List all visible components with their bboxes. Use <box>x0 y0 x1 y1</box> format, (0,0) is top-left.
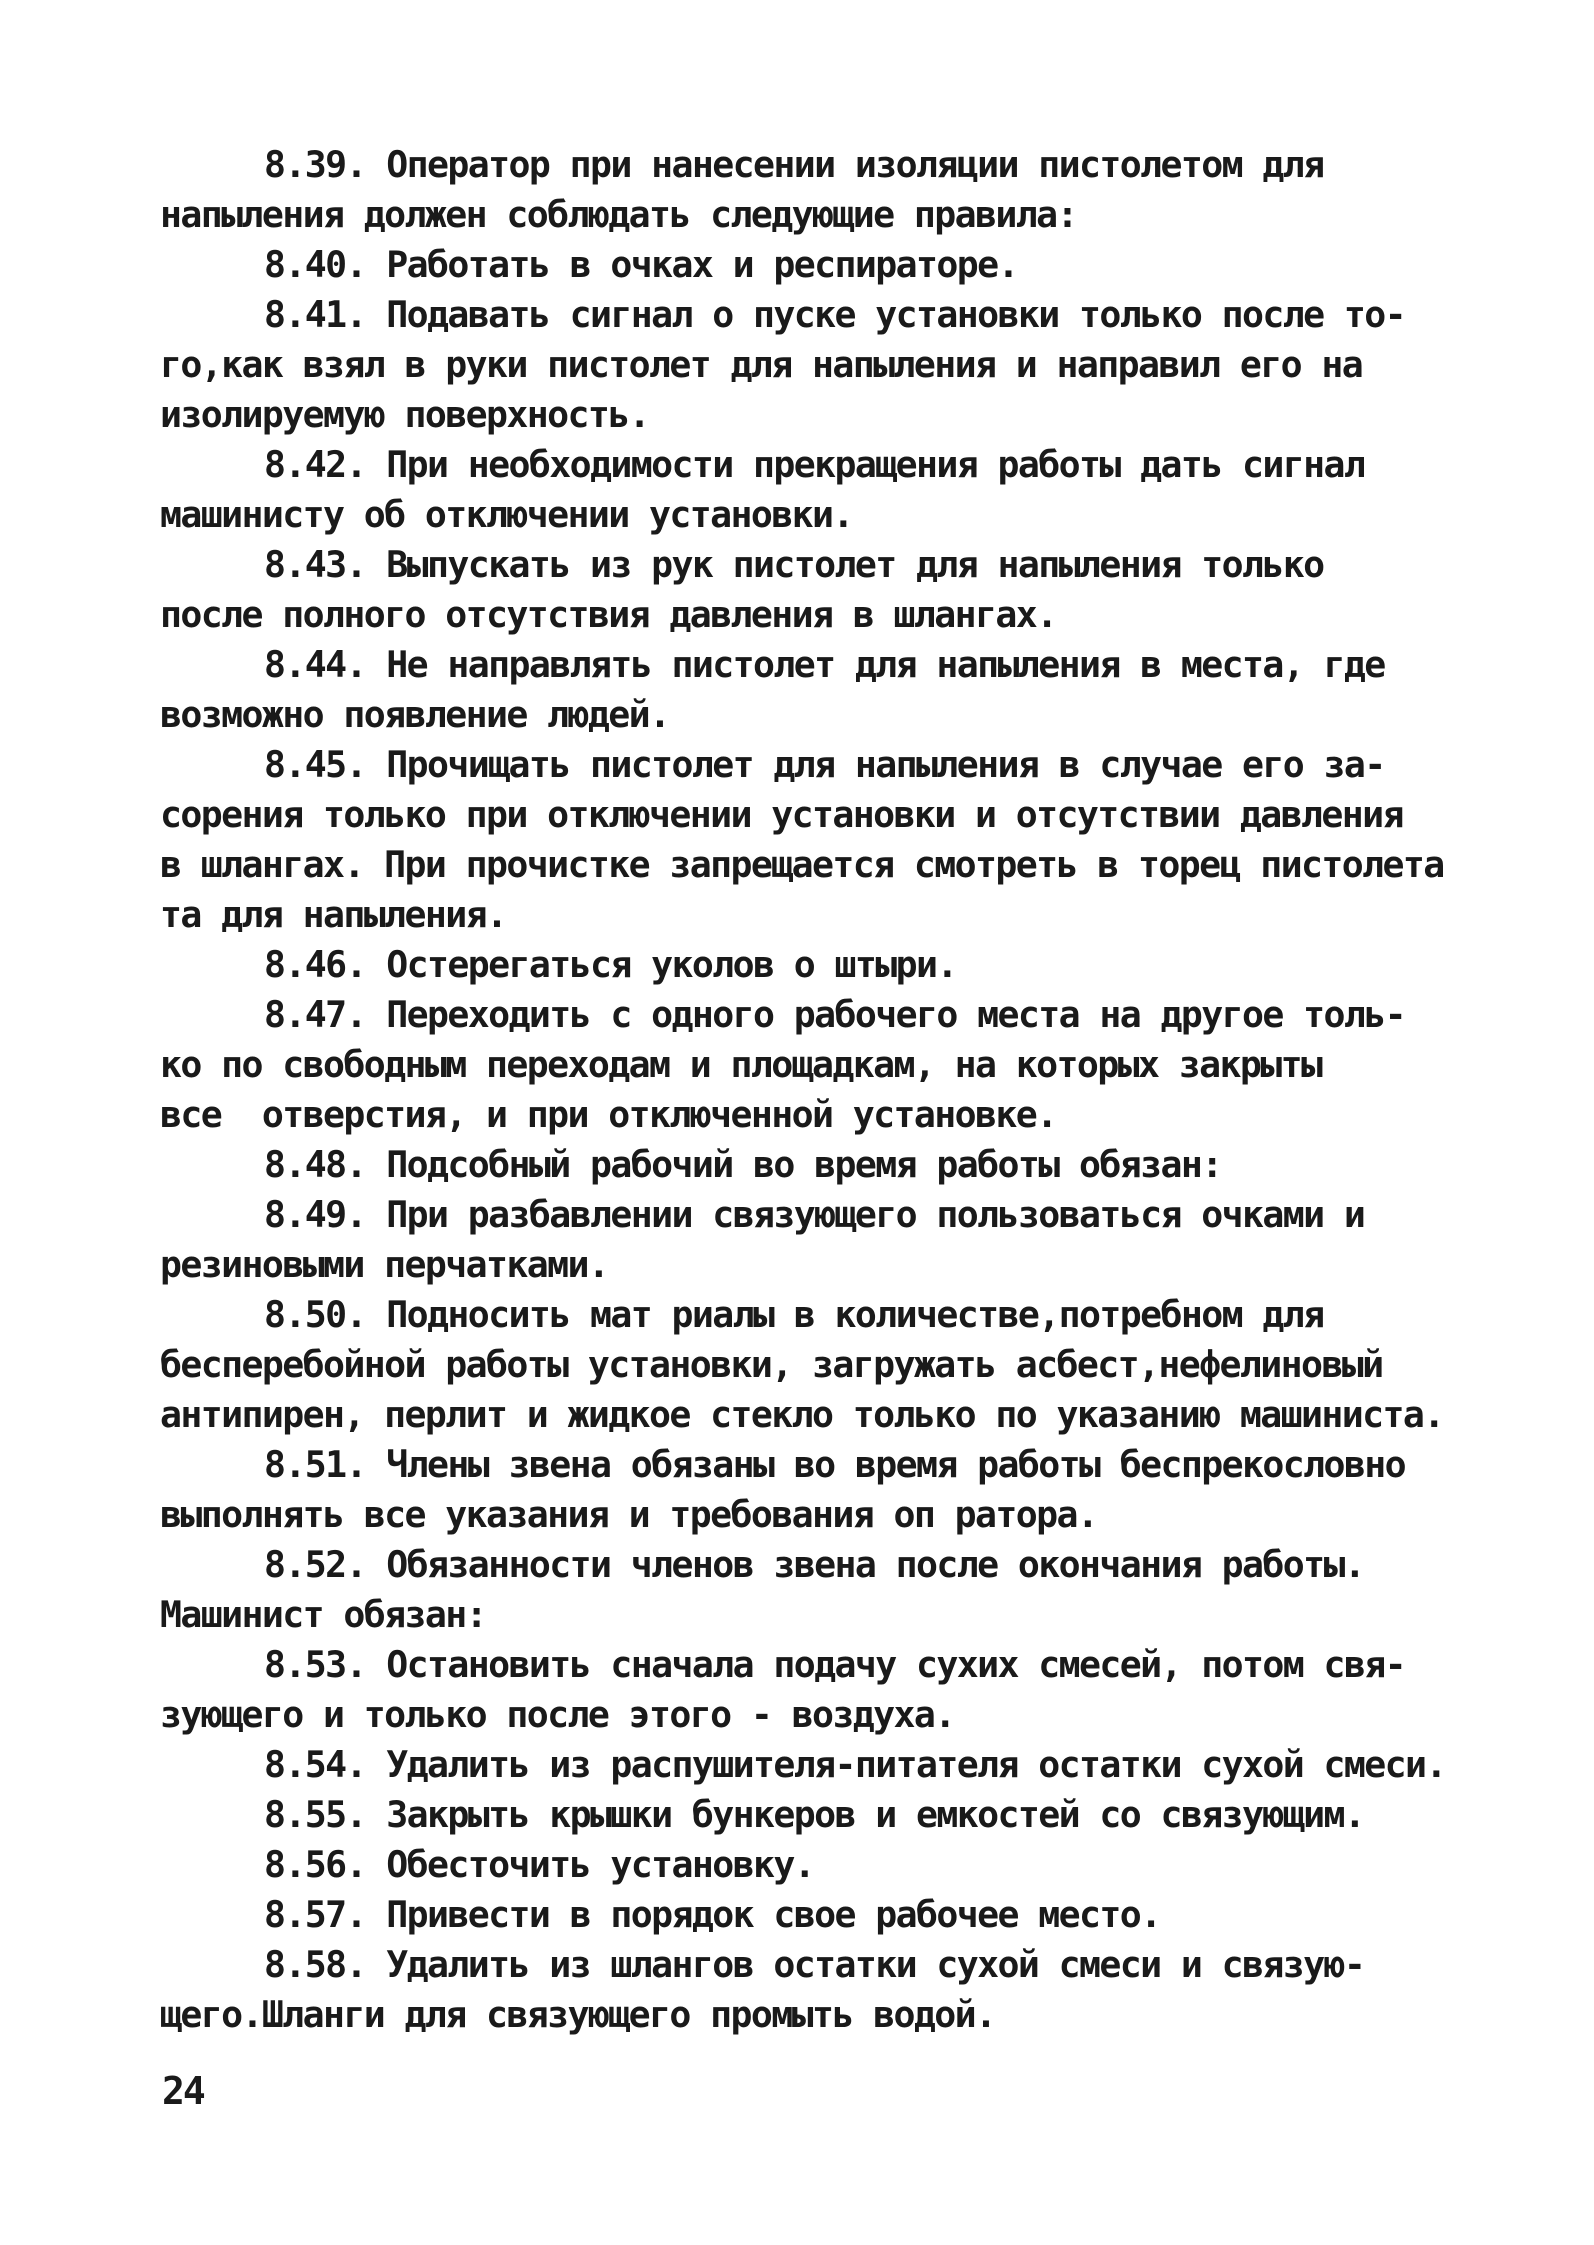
text-line: 8.51. Члены звена обязаны во время работы беспрекословно <box>264 1443 1405 1486</box>
text-line: 8.54. Удалить из распушителя-питателя остатки сухой смеси. <box>264 1743 1446 1786</box>
text-line: после полного отсутствия давления в шлангах. <box>160 593 1057 636</box>
text-line: выполнять все указания и требования оп ратора. <box>160 1493 1098 1536</box>
text-line: в шлангах. При прочистке запрещается смотреть в торец пистолета <box>160 843 1444 886</box>
text-line: бесперебойной работы установки, загружать асбест,нефелиновый <box>160 1343 1383 1386</box>
text-line: 8.44. Не направлять пистолет для напыления в места, где <box>264 643 1385 686</box>
text-line: щего.Шланги для связующего промыть водой. <box>160 1993 996 2036</box>
text-line: 8.41. Подавать сигнал о пуске установки только после то- <box>264 293 1405 336</box>
text-line: 8.55. Закрыть крышки бункеров и емкостей со связующим. <box>264 1793 1365 1836</box>
text-line: все отверстия, и при отключенной установке. <box>160 1093 1057 1136</box>
text-line: 8.52. Обязанности членов звена после окончания работы. <box>264 1543 1365 1586</box>
text-line: сорения только при отключении установки и отсутствии давления <box>160 793 1403 836</box>
text-line: зующего и только после этого - воздуха. <box>160 1693 955 1736</box>
text-line: 8.45. Прочищать пистолет для напыления в случае его за- <box>264 743 1385 786</box>
text-line: 8.58. Удалить из шлангов остатки сухой смеси и связую- <box>264 1943 1365 1986</box>
document-body <box>160 140 1460 2040</box>
text-line: 8.50. Подносить мат риалы в количестве,потребном для <box>264 1293 1324 1336</box>
text-line: 8.53. Остановить сначала подачу сухих смесей, потом свя- <box>264 1643 1405 1686</box>
text-line: 8.39. Оператор при нанесении изоляции пистолетом для <box>264 143 1324 186</box>
text-line: 8.47. Переходить с одного рабочего места на другое толь- <box>264 993 1405 1036</box>
page-number: 24 <box>162 2069 204 2113</box>
text-line: 8.46. Остерегаться уколов о штыри. <box>264 943 957 986</box>
text-line: возможно появление людей. <box>160 693 670 736</box>
text-line: резиновыми перчатками. <box>160 1243 609 1286</box>
text-line: машинисту об отключении установки. <box>160 493 853 536</box>
text-line: ко по свободным переходам и площадкам, на которых закрыты <box>160 1043 1322 1086</box>
text-line: 8.43. Выпускать из рук пистолет для напыления только <box>264 543 1324 586</box>
text-line: 8.49. При разбавлении связующего пользоваться очками и <box>264 1193 1365 1236</box>
text-line: 8.42. При необходимости прекращения работы дать сигнал <box>264 443 1365 486</box>
text-line: 8.57. Привести в порядок свое рабочее место. <box>264 1893 1161 1936</box>
text-line: изолируемую поверхность. <box>160 393 649 436</box>
text-line: напыления должен соблюдать следующие правила: <box>160 193 1077 236</box>
text-line: го,как взял в руки пистолет для напыления и направил его на <box>160 343 1363 386</box>
text-line: 8.40. Работать в очках и респираторе. <box>264 243 1018 286</box>
text-line: та для напыления. <box>160 893 507 936</box>
text-line: 8.48. Подсобный рабочий во время работы обязан: <box>264 1143 1222 1186</box>
text-line: Машинист обязан: <box>160 1593 486 1636</box>
text-line: антипирен, перлит и жидкое стекло только по указанию машиниста. <box>160 1393 1444 1436</box>
text-line: 8.56. Обесточить установку. <box>264 1843 815 1886</box>
